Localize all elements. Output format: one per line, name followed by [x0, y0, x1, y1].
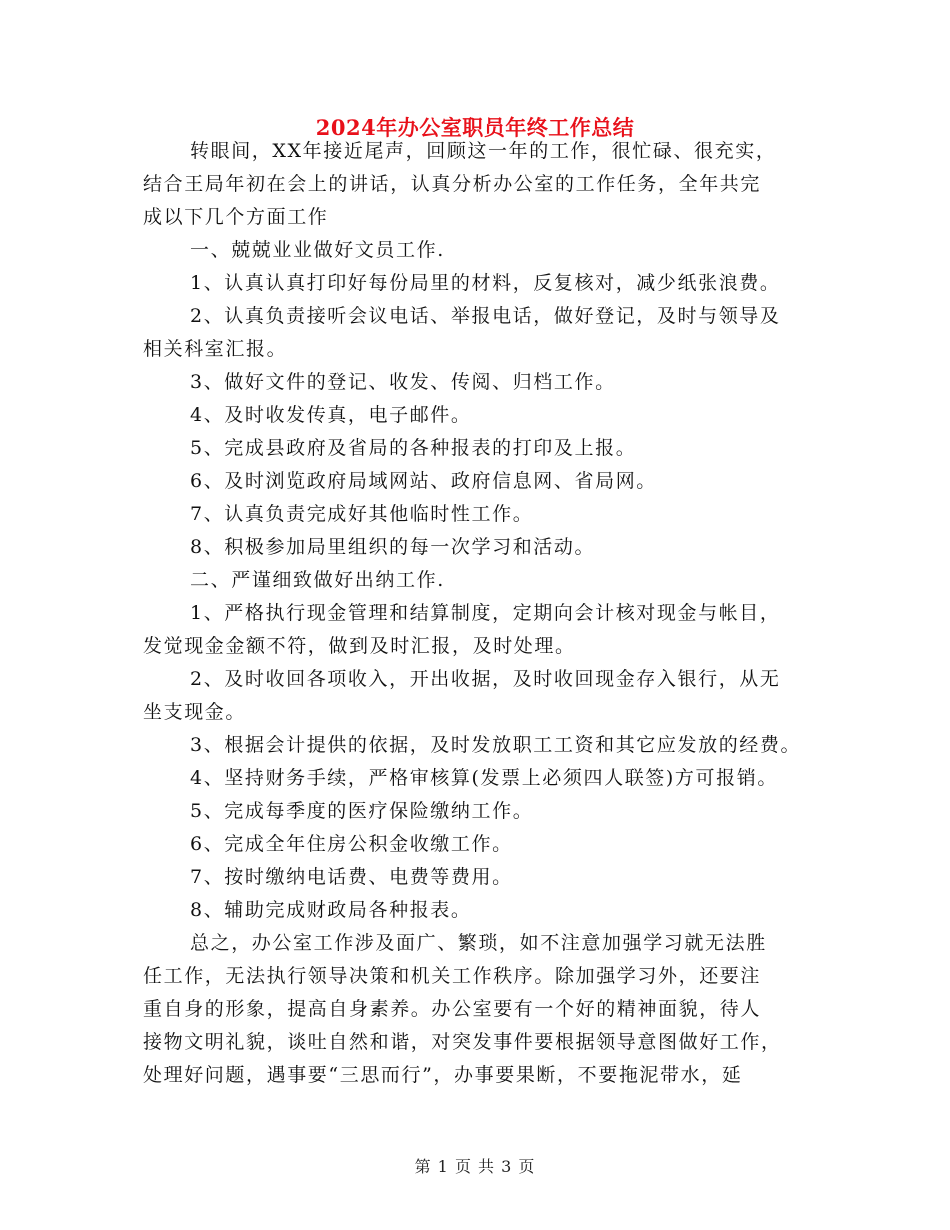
list-item: 5、完成每季度的医疗保险缴纳工作。 [190, 800, 534, 822]
paragraph-line: 结合王局年初在会上的讲话，认真分析办公室的工作任务，全年共完 [143, 173, 762, 195]
paragraph-line: 重自身的形象，提高自身素养。办公室要有一个好的精神面貌，待人 [143, 998, 762, 1020]
paragraph-line: 转眼间，XX年接近尾声，回顾这一年的工作，很忙碌、很充实， [190, 140, 777, 162]
page-number: 第 1 页 共 3 页 [414, 1157, 536, 1176]
paragraph-line: 任工作，无法执行领导决策和机关工作秩序。除加强学习外，还要注 [143, 965, 762, 987]
paragraph-line: 处理好问题，遇事要“三思而行”，办事要果断，不要拖泥带水，延 [143, 1064, 743, 1086]
list-item: 4、及时收发传真，电子邮件。 [190, 404, 472, 426]
paragraph-line: 总之，办公室工作涉及面广、繁琐，如不注意加强学习就无法胜 [190, 932, 767, 954]
list-item-continuation: 发觉现金金额不符，做到及时汇报，及时处理。 [143, 635, 576, 657]
list-item: 5、完成县政府及省局的各种报表的打印及上报。 [190, 437, 637, 459]
section-heading: 一、兢兢业业做好文员工作. [190, 239, 445, 261]
list-item-continuation: 相关科室汇报。 [143, 338, 288, 360]
list-item: 1、认真认真打印好每份局里的材料，反复核对，减少纸张浪费。 [190, 272, 781, 294]
list-item: 6、及时浏览政府局域网站、政府信息网、省局网。 [190, 470, 657, 492]
document-title: 2024年办公室职员年终工作总结 [315, 115, 635, 140]
list-item: 2、认真负责接听会议电话、举报电话，做好登记，及时与领导及 [190, 305, 781, 327]
paragraph-line: 接物文明礼貌，谈吐自然和谐，对突发事件要根据领导意图做好工作， [143, 1031, 782, 1053]
list-item-continuation: 坐支现金。 [143, 701, 247, 723]
list-item: 2、及时收回各项收入，开出收据，及时收回现金存入银行，从无 [190, 668, 781, 690]
list-item: 8、积极参加局里组织的每一次学习和活动。 [190, 536, 596, 558]
section-heading: 二、严谨细致做好出纳工作. [190, 569, 445, 591]
list-item: 7、认真负责完成好其他临时性工作。 [190, 503, 534, 525]
paragraph-line: 成以下几个方面工作 [143, 206, 329, 228]
list-item: 7、按时缴纳电话费、电费等费用。 [190, 866, 513, 888]
list-item: 3、做好文件的登记、收发、传阅、归档工作。 [190, 371, 616, 393]
list-item: 3、根据会计提供的依据，及时发放职工工资和其它应发放的经费。 [190, 734, 802, 756]
list-item: 4、坚持财务手续，严格审核算(发票上必须四人联签)方可报销。 [190, 767, 778, 789]
list-item: 8、辅助完成财政局各种报表。 [190, 899, 472, 921]
list-item: 1、严格执行现金管理和结算制度，定期向会计核对现金与帐目， [190, 602, 781, 624]
list-item: 6、完成全年住房公积金收缴工作。 [190, 833, 513, 855]
